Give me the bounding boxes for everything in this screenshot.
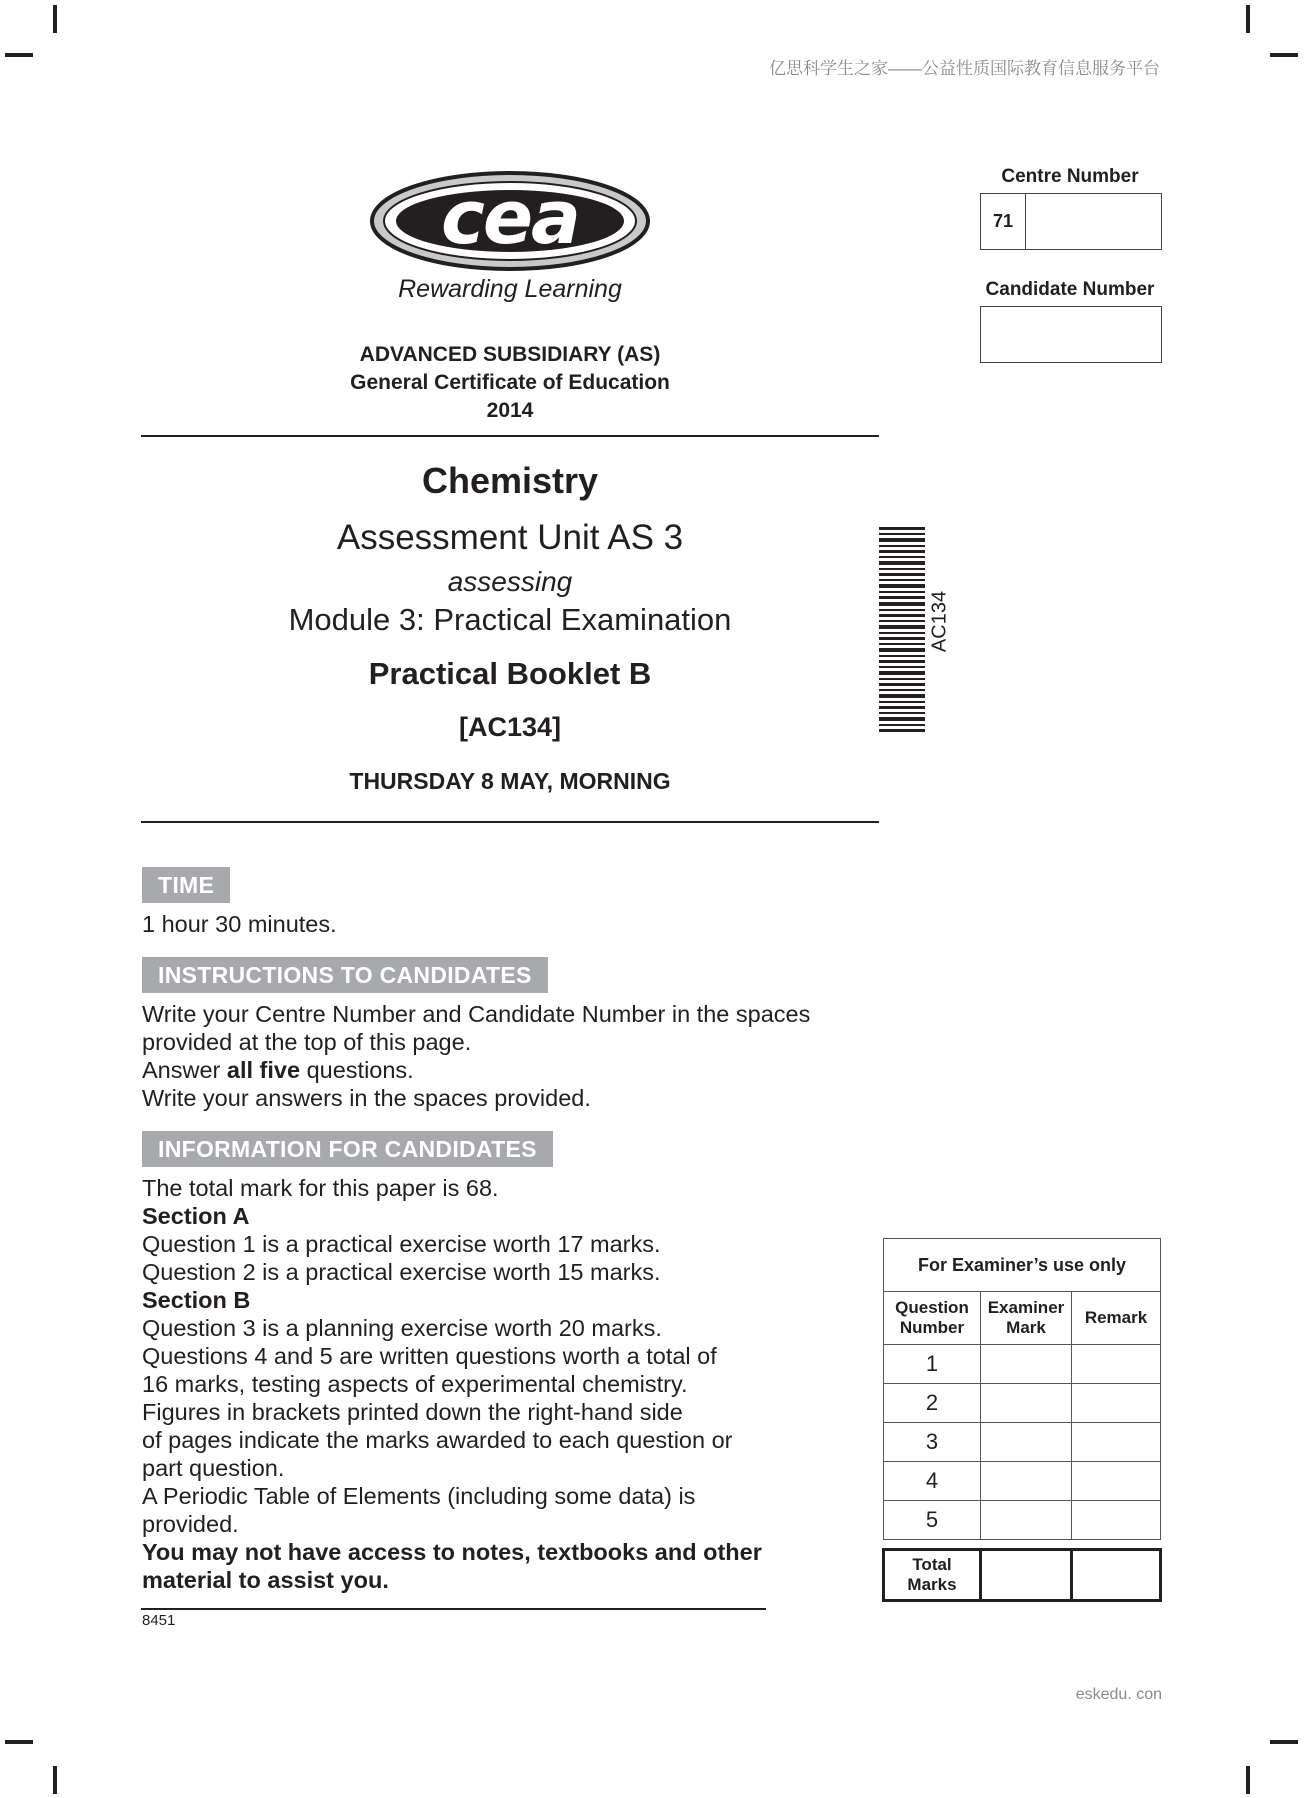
info-line: The total mark for this paper is 68. [142, 1175, 499, 1201]
info-line: A Periodic Table of Elements (including some data) is [142, 1483, 696, 1509]
remark-cell[interactable] [1072, 1423, 1161, 1462]
info-line: Question 3 is a planning exercise worth 20 marks. [142, 1315, 662, 1341]
info-line: part question. [142, 1455, 285, 1481]
table-row [884, 1345, 1161, 1384]
examiner-title-row [884, 1239, 1161, 1292]
mark-cell[interactable] [981, 1345, 1072, 1384]
question-number: 3 [884, 1423, 981, 1462]
info-line: Question 1 is a practical exercise worth 17 marks. [142, 1231, 661, 1257]
centre-number-label: Centre Number [1001, 166, 1139, 187]
crop-mark [1246, 5, 1250, 33]
assessing-text: assessing [447, 566, 573, 597]
crop-mark [1246, 1766, 1250, 1794]
table-row [884, 1462, 1161, 1501]
total-row [884, 1550, 1161, 1601]
remark-cell[interactable] [1072, 1384, 1161, 1423]
total-line1: Total [912, 1555, 952, 1574]
divider [141, 821, 879, 823]
cea-logo [365, 165, 655, 275]
paper-code: [AC134] [458, 712, 562, 742]
centre-number-box[interactable] [980, 193, 1162, 250]
mark-cell[interactable] [981, 1462, 1072, 1501]
time-text: 1 hour 30 minutes. [142, 911, 337, 937]
divider [141, 435, 879, 437]
info-line: material to assist you. [142, 1567, 389, 1593]
info-line: You may not have access to notes, textbooks and other [142, 1539, 762, 1565]
crop-mark [1270, 53, 1298, 57]
mark-cell[interactable] [981, 1384, 1072, 1423]
centre-number-prefix: 71 [992, 211, 1014, 231]
remark-cell[interactable] [1072, 1462, 1161, 1501]
info-line: Questions 4 and 5 are written questions worth a total of [142, 1343, 717, 1369]
col-examiner-mark [981, 1292, 1072, 1345]
crop-mark [53, 1766, 57, 1794]
crop-mark [5, 53, 33, 57]
question-number: 4 [884, 1462, 981, 1501]
booklet-title: Practical Booklet B [368, 656, 652, 691]
information-text [142, 1174, 762, 1594]
module-title: Module 3: Practical Examination [288, 602, 732, 637]
crop-mark [5, 1740, 33, 1744]
info-line: Section A [142, 1203, 250, 1229]
instruction-line [142, 1056, 810, 1084]
info-line: of pages indicate the marks awarded to each question or [142, 1427, 733, 1453]
logo-brand-text: cea [441, 175, 579, 261]
spacer-cell [884, 1540, 1161, 1550]
instruction-answer-bold: all five [226, 1057, 301, 1083]
crop-mark [53, 5, 57, 33]
table-row [884, 1501, 1161, 1540]
instructions-text [142, 1000, 810, 1112]
information-heading: INFORMATION FOR CANDIDATES [142, 1131, 553, 1167]
total-remark-cell[interactable] [1072, 1550, 1161, 1601]
barcode-bars [879, 527, 925, 732]
time-heading: TIME [142, 867, 230, 903]
instructions-heading: INSTRUCTIONS TO CANDIDATES [142, 957, 548, 993]
col-mark-line1: Examiner [987, 1298, 1065, 1317]
question-number: 2 [884, 1384, 981, 1423]
watermark-bottom: eskedu. con [1075, 1686, 1162, 1703]
instruction-line: provided at the top of this page. [142, 1029, 472, 1055]
examiner-table [882, 1238, 1162, 1602]
qualification: ADVANCED SUBSIDIARY (AS) [359, 343, 661, 366]
assessment-unit: Assessment Unit AS 3 [336, 518, 684, 557]
info-line: Question 2 is a practical exercise worth 15 marks. [142, 1259, 661, 1285]
spacer-row [884, 1540, 1161, 1550]
col-question-number [884, 1292, 981, 1345]
remark-cell[interactable] [1072, 1501, 1161, 1540]
info-line: Figures in brackets printed down the right-hand side [142, 1399, 683, 1425]
examiner-table-title: For Examiner’s use only [884, 1239, 1161, 1292]
total-line2: Marks [907, 1575, 957, 1594]
total-mark-cell[interactable] [981, 1550, 1072, 1601]
watermark-top: 亿思科学生之家——公益性质国际教育信息服务平台 [769, 59, 1160, 78]
table-row [884, 1423, 1161, 1462]
info-line: 16 marks, testing aspects of experimental chemistry. [142, 1371, 688, 1397]
candidate-number-label: Candidate Number [985, 279, 1155, 300]
remark-cell[interactable] [1072, 1345, 1161, 1384]
exam-date: THURSDAY 8 MAY, MORNING [349, 768, 671, 794]
exam-year: 2014 [486, 399, 534, 422]
barcode [879, 527, 925, 732]
col-remark: Remark [1072, 1292, 1161, 1345]
table-row [884, 1384, 1161, 1423]
total-label [884, 1550, 981, 1601]
mark-cell[interactable] [981, 1501, 1072, 1540]
instruction-line: Write your Centre Number and Candidate Number in the spaces [142, 1001, 811, 1027]
examiner-header-row [884, 1292, 1161, 1345]
col-mark-line2: Mark [1006, 1318, 1046, 1337]
col-question-line1: Question [895, 1298, 969, 1317]
question-number: 1 [884, 1345, 981, 1384]
subject-title: Chemistry [421, 460, 599, 501]
candidate-number-box[interactable] [980, 306, 1162, 363]
col-question-line2: Number [899, 1318, 965, 1337]
mark-cell[interactable] [981, 1423, 1072, 1462]
instruction-answer-pre: Answer [142, 1057, 227, 1083]
crop-mark [1270, 1740, 1298, 1744]
instruction-answer-post: questions. [300, 1057, 414, 1083]
info-line: provided. [142, 1511, 239, 1537]
footer-divider [141, 1608, 766, 1610]
instruction-line: Write your answers in the spaces provided. [142, 1085, 591, 1111]
certificate: General Certificate of Education [350, 371, 670, 394]
question-number: 5 [884, 1501, 981, 1540]
footer-code: 8451 [142, 1612, 176, 1629]
barcode-text: AC134 [928, 590, 951, 653]
logo-tagline: Rewarding Learning [398, 275, 622, 303]
info-line: Section B [142, 1287, 251, 1313]
